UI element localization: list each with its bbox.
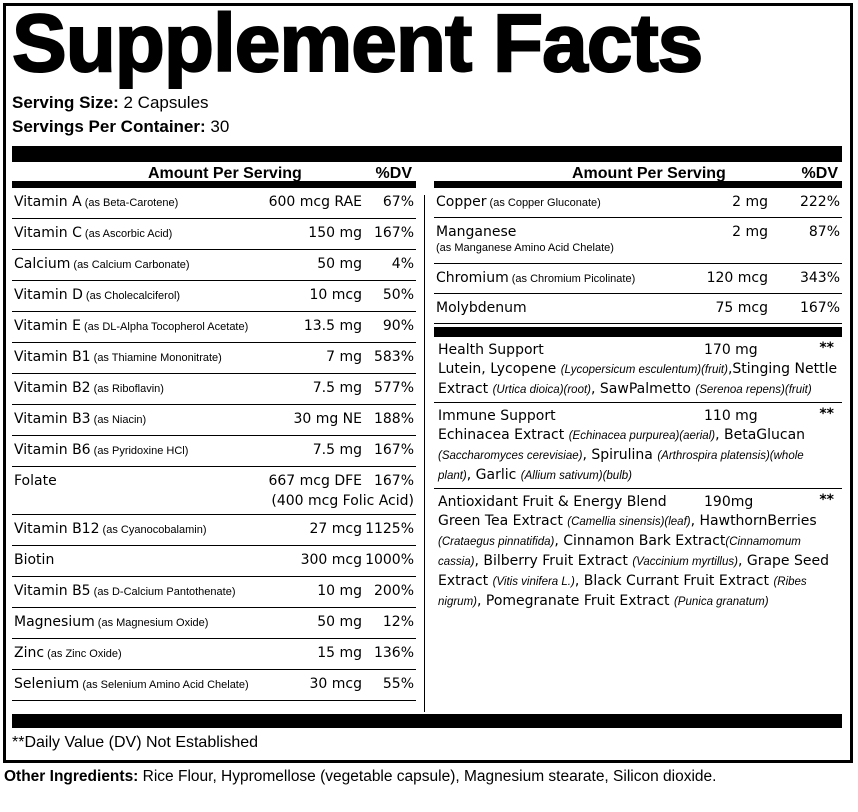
nutrient-dv: 343% xyxy=(799,270,840,286)
nutrient-row xyxy=(434,218,842,264)
amount-per-serving-header: Amount Per Serving xyxy=(148,165,302,182)
nutrient-row xyxy=(12,436,416,467)
nutrient-amount: 2 mg xyxy=(732,194,768,210)
nutrient-dv: 50% xyxy=(382,287,414,303)
ingredient-latin: (Camellia sinensis)(leaf) xyxy=(567,516,691,528)
amount-per-serving-header: Amount Per Serving xyxy=(572,165,726,182)
nutrient-name-text: Magnesium xyxy=(14,614,95,630)
ingredient-sep: , Cinnamon Bark Extract xyxy=(554,533,726,549)
nutrient-name xyxy=(14,614,208,630)
nutrient-name xyxy=(14,645,122,661)
nutrient-source: (as Manganese Amino Acid Chelate) xyxy=(436,242,614,254)
nutrient-row xyxy=(12,546,416,577)
nutrient-source: (as Chromium Picolinate) xyxy=(508,273,636,285)
dv-footnote: **Daily Value (DV) Not Established xyxy=(12,734,259,751)
nutrient-dv: 1000% xyxy=(365,552,414,568)
nutrient-dv: 222% xyxy=(799,194,840,210)
nutrient-dv: 583% xyxy=(373,349,414,365)
divider-bar xyxy=(12,146,842,162)
nutrient-dv: 167% xyxy=(799,300,840,316)
nutrient-row xyxy=(12,670,416,701)
nutrient-name xyxy=(14,442,188,458)
blend-block xyxy=(434,337,842,403)
left-nutrient-rows xyxy=(12,188,416,701)
servings-per-container xyxy=(12,117,229,137)
nutrient-source: (as Pyridoxine HCl) xyxy=(90,445,189,457)
nutrient-name-text: Vitamin B1 xyxy=(14,349,91,365)
nutrient-source: (as Magnesium Oxide) xyxy=(94,617,209,629)
ingredient-latin: (Echinacea purpurea)(aerial) xyxy=(568,430,716,442)
nutrient-source: (as D-Calcium Pantothenate) xyxy=(90,586,236,598)
ingredient-name: Green Tea Extract xyxy=(438,513,568,529)
right-column-header xyxy=(434,162,842,188)
nutrient-name-text: Calcium xyxy=(14,256,71,272)
nutrient-dv: 188% xyxy=(373,411,414,427)
nutrient-name xyxy=(14,225,172,241)
nutrient-dv: 200% xyxy=(373,583,414,599)
nutrient-amount: 150 mg xyxy=(308,225,362,241)
nutrient-source: (as Ascorbic Acid) xyxy=(81,228,173,240)
ingredient-latin: (Vaccinium myrtillus) xyxy=(632,556,738,568)
nutrient-row xyxy=(12,374,416,405)
ingredient-latin: (Crataegus pinnatifida) xyxy=(438,536,555,548)
nutrient-name-text: Biotin xyxy=(14,552,55,568)
nutrient-amount: 2 mg xyxy=(732,224,768,240)
nutrient-name xyxy=(14,552,54,568)
nutrient-name xyxy=(14,473,57,489)
nutrient-source: (as Cyanocobalamin) xyxy=(99,524,207,536)
nutrient-row xyxy=(12,188,416,219)
nutrient-amount: 600 mcg RAE xyxy=(268,194,362,210)
ingredient-name: Echinacea Extract xyxy=(438,427,569,443)
ingredient-latin: (Cinnamomum cassia) xyxy=(438,536,801,568)
nutrient-name-text: Selenium xyxy=(14,676,80,692)
blend-dv: ** xyxy=(819,406,834,422)
nutrient-dv: 90% xyxy=(382,318,414,334)
nutrient-amount-detail: (400 mcg Folic Acid) xyxy=(271,493,414,509)
ingredient-latin: (Punica granatum) xyxy=(673,596,769,608)
nutrient-amount: 10 mcg xyxy=(309,287,362,303)
blend-amount: 110 mg xyxy=(704,408,758,424)
nutrient-name xyxy=(14,380,164,396)
other-ingredients xyxy=(4,768,716,786)
nutrient-name-text: Folate xyxy=(14,473,57,489)
divider-bar xyxy=(12,714,842,728)
ingredient-name: Berries xyxy=(767,513,817,529)
nutrient-name xyxy=(14,256,190,272)
ingredient-latin: (Arthrospira platensis)(whole plant) xyxy=(438,450,804,482)
nutrient-source: (as Cholecalciferol) xyxy=(82,290,181,302)
nutrient-name xyxy=(436,194,601,210)
ingredient-sep: , Grape Seed Extract xyxy=(438,553,829,589)
serving-size xyxy=(12,93,209,113)
nutrient-amount: 50 mg xyxy=(317,614,362,630)
nutrient-name-text: Vitamin C xyxy=(14,225,82,241)
nutrient-source: (as Zinc Oxide) xyxy=(44,648,122,660)
left-column xyxy=(12,162,416,701)
blend-ingredients xyxy=(438,512,840,612)
nutrient-amount: 120 mcg xyxy=(706,270,768,286)
nutrient-amount: 7 mg xyxy=(326,349,362,365)
blend-name: Immune Support xyxy=(438,408,556,424)
nutrient-name xyxy=(14,521,207,537)
nutrient-source: (as Thiamine Mononitrate) xyxy=(90,352,222,364)
nutrient-dv: 167% xyxy=(373,473,414,489)
nutrient-row xyxy=(12,405,416,436)
nutrient-source: (as Niacin) xyxy=(90,414,147,426)
nutrient-dv: 67% xyxy=(382,194,414,210)
nutrient-source: (as Copper Gluconate) xyxy=(486,197,601,209)
nutrient-row xyxy=(12,467,416,515)
nutrient-dv: 55% xyxy=(382,676,414,692)
nutrient-dv: 136% xyxy=(373,645,414,661)
nutrient-dv: 167% xyxy=(373,442,414,458)
nutrient-source: (as Calcium Carbonate) xyxy=(70,259,190,271)
ingredient-name: Stinging Nettle Extract xyxy=(438,361,838,397)
nutrient-row xyxy=(12,219,416,250)
nutrient-row xyxy=(12,312,416,343)
nutrient-name xyxy=(14,411,146,427)
nutrient-amount: 30 mcg xyxy=(309,676,362,692)
nutrient-name xyxy=(14,318,248,334)
nutrient-name xyxy=(436,300,527,316)
servings-per-container-value: 30 xyxy=(205,117,230,136)
nutrient-name-text: Copper xyxy=(436,194,487,210)
nutrient-name xyxy=(436,270,635,286)
blend-name: Health Support xyxy=(438,342,544,358)
nutrient-name-text: Vitamin B2 xyxy=(14,380,91,396)
blend-amount: 170 mg xyxy=(704,342,758,358)
other-ingredients-label: Other Ingredients: xyxy=(4,768,139,785)
dv-header: %DV xyxy=(375,165,412,182)
nutrient-name-text: Molybdenum xyxy=(436,300,527,316)
ingredient-sep: , Hawthorn xyxy=(690,513,768,529)
nutrient-name xyxy=(14,194,178,210)
nutrient-source: (as Riboflavin) xyxy=(90,383,164,395)
blend-divider-bar xyxy=(434,327,842,337)
right-column xyxy=(434,162,842,614)
nutrient-row xyxy=(12,577,416,608)
nutrient-row xyxy=(12,515,416,546)
nutrient-row xyxy=(12,250,416,281)
serving-size-value: 2 Capsules xyxy=(118,93,209,112)
nutrient-amount: 50 mg xyxy=(317,256,362,272)
serving-size-label: Serving Size: xyxy=(12,93,119,112)
ingredient-latin: (Lycopersicum esculentum)(fruit) xyxy=(560,364,728,376)
nutrient-row xyxy=(434,264,842,294)
column-divider xyxy=(424,195,425,712)
ingredient-latin: (Urtica dioica)(root) xyxy=(492,384,592,396)
nutrient-dv: 4% xyxy=(391,256,414,272)
ingredient-name: Glucan xyxy=(756,427,806,443)
nutrient-row xyxy=(12,281,416,312)
nutrient-name-text: Vitamin D xyxy=(14,287,83,303)
nutrient-dv: 1125% xyxy=(365,521,414,537)
ingredient-latin: (Serenoa repens)(fruit) xyxy=(695,384,812,396)
nutrient-name-text: Vitamin B5 xyxy=(14,583,91,599)
nutrient-amount: 10 mg xyxy=(317,583,362,599)
nutrient-name xyxy=(436,224,614,254)
left-column-header xyxy=(12,162,416,188)
nutrient-name xyxy=(14,676,249,692)
nutrient-amount: 13.5 mg xyxy=(303,318,362,334)
ingredient-sep: , Bilberry Fruit Extract xyxy=(474,553,633,569)
nutrient-source: (as DL-Alpha Tocopherol Acetate) xyxy=(80,321,249,333)
blend-name: Antioxidant Fruit & Energy Blend xyxy=(438,494,667,510)
nutrient-dv: 167% xyxy=(373,225,414,241)
nutrient-name xyxy=(14,583,236,599)
page-title: Supplement Facts xyxy=(12,0,703,89)
blend-amount: 190mg xyxy=(704,494,754,510)
ingredient-latin: (Ribes nigrum) xyxy=(438,576,807,608)
nutrient-name-text: Chromium xyxy=(436,270,509,286)
nutrient-source: (as Beta-Carotene) xyxy=(81,197,179,209)
ingredient-name: Palmetto xyxy=(628,381,696,397)
nutrient-amount: 667 mcg DFE xyxy=(268,473,362,489)
ingredient-latin: (Vitis vinifera L.) xyxy=(492,576,575,588)
nutrient-amount: 7.5 mg xyxy=(312,442,362,458)
nutrient-name xyxy=(14,287,180,303)
nutrient-name-text: Vitamin B6 xyxy=(14,442,91,458)
nutrient-row xyxy=(12,343,416,374)
nutrient-name-text: Manganese xyxy=(436,224,517,240)
nutrient-amount: 75 mcg xyxy=(715,300,768,316)
blend-block xyxy=(434,489,842,614)
ingredient-sep: , Beta xyxy=(715,427,757,443)
ingredient-latin: (Saccharomyces cerevisiae) xyxy=(438,450,583,462)
nutrient-name-text: Vitamin A xyxy=(14,194,82,210)
ingredient-sep: , Pomegranate Fruit Extract xyxy=(476,593,674,609)
ingredient-sep: , xyxy=(727,361,733,377)
blend-ingredients xyxy=(438,426,840,486)
nutrient-dv: 12% xyxy=(382,614,414,630)
nutrient-name-text: Vitamin B3 xyxy=(14,411,91,427)
nutrient-dv: 577% xyxy=(373,380,414,396)
ingredient-sep: , Black Currant Fruit Extract xyxy=(574,573,774,589)
ingredient-name: Lutein, Lycopene xyxy=(438,361,561,377)
nutrient-row xyxy=(12,639,416,670)
nutrient-row xyxy=(12,608,416,639)
nutrient-dv: 87% xyxy=(808,224,840,240)
proprietary-blends xyxy=(434,337,842,614)
nutrient-row xyxy=(434,188,842,218)
right-nutrient-rows xyxy=(434,188,842,324)
nutrient-row xyxy=(434,294,842,324)
ingredient-sep: , Spirulina xyxy=(582,447,658,463)
nutrient-amount: 15 mg xyxy=(317,645,362,661)
nutrient-amount: 30 mg NE xyxy=(293,411,362,427)
blend-ingredients xyxy=(438,360,840,400)
servings-per-container-label: Servings Per Container: xyxy=(12,117,206,136)
dv-header: %DV xyxy=(801,165,838,182)
nutrient-name xyxy=(14,349,222,365)
other-ingredients-value: Rice Flour, Hypromellose (vegetable capsule), Magnesium stearate, Silicon dioxide. xyxy=(138,768,717,785)
nutrient-name-text: Vitamin B12 xyxy=(14,521,100,537)
blend-dv: ** xyxy=(819,492,834,508)
ingredient-sep: , Saw xyxy=(591,381,629,397)
ingredient-sep: , Garlic xyxy=(466,467,521,483)
nutrient-amount: 300 mcg xyxy=(300,552,362,568)
blend-dv: ** xyxy=(819,340,834,356)
nutrient-name-text: Vitamin E xyxy=(14,318,81,334)
nutrient-amount: 7.5 mg xyxy=(312,380,362,396)
ingredient-latin: (Allium sativum)(bulb) xyxy=(520,470,632,482)
nutrient-name-text: Zinc xyxy=(14,645,45,661)
nutrient-amount: 27 mcg xyxy=(309,521,362,537)
blend-block xyxy=(434,403,842,489)
nutrient-source: (as Selenium Amino Acid Chelate) xyxy=(79,679,249,691)
